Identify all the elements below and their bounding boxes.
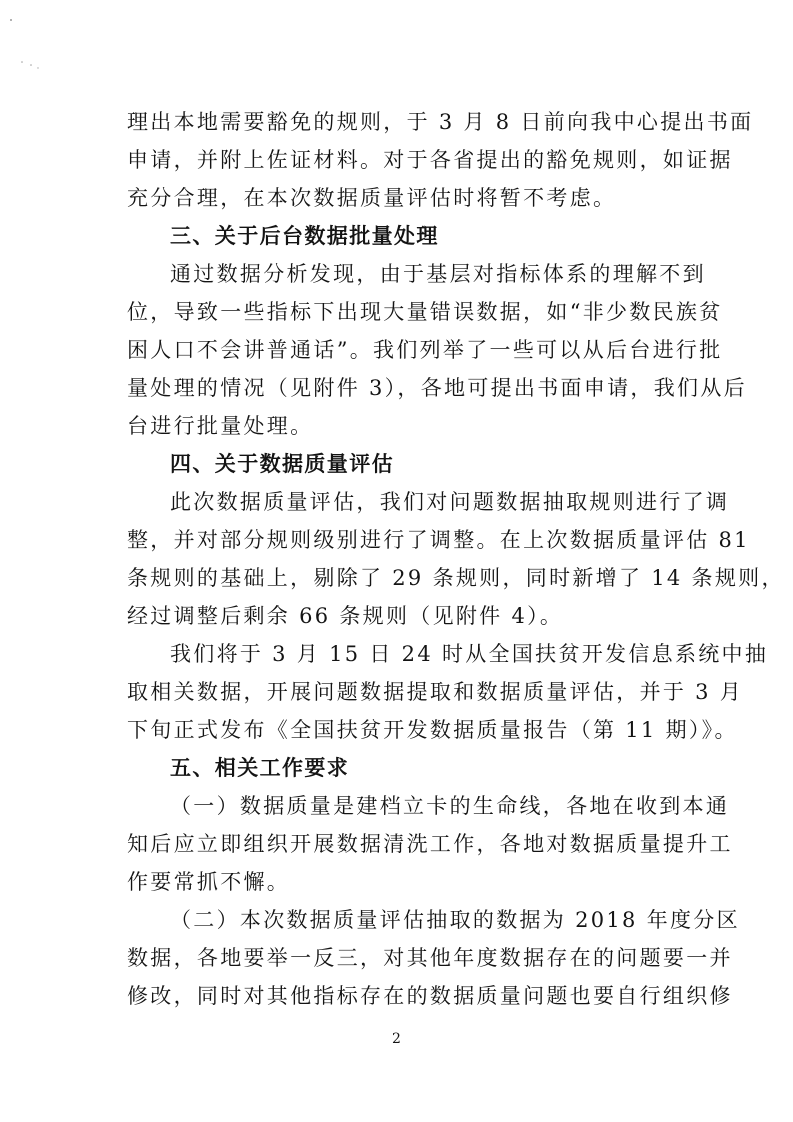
body-line: 取相关数据，开展问题数据提取和数据质量评估，并于 3 月 [127, 680, 744, 704]
body-line: 此次数据质量评估，我们对问题数据抽取规则进行了调 [170, 490, 730, 514]
section-heading: 五、相关工作要求 [170, 756, 350, 780]
body-line: 困人口不会讲普通话”。我们列举了一些可以从后台进行批 [127, 338, 723, 362]
body-line: 充分合理，在本次数据质量评估时将暂不考虑。 [127, 186, 617, 210]
body-line: （一）数据质量是建档立卡的生命线，各地在收到本通 [170, 794, 730, 818]
section-heading: 三、关于后台数据批量处理 [170, 224, 439, 248]
body-line: 经过调整后剩余 66 条规则（见附件 4）。 [127, 604, 564, 628]
scan-specks [8, 18, 48, 78]
body-line: 申请，并附上佐证材料。对于各省提出的豁免规则，如证据 [127, 148, 733, 172]
body-line: 理出本地需要豁免的规则，于 3 月 8 日前向我中心提出书面 [127, 110, 754, 134]
body-line: 通过数据分析发现，由于基层对指标体系的理解不到 [170, 262, 706, 286]
body-line: 条规则的基础上，剔除了 29 条规则，同时新增了 14 条规则， [127, 566, 785, 590]
body-line: 数据，各地要举一反三，对其他年度数据存在的问题要一并 [127, 946, 733, 970]
page-number: 2 [392, 1031, 401, 1047]
body-line: 作要常抓不懈。 [127, 870, 291, 894]
body-line: 下旬正式发布《全国扶贫开发数据质量报告（第 11 期）》。 [127, 718, 738, 742]
body-line: 位，导致一些指标下出现大量错误数据，如“非少数民族贫 [127, 300, 723, 324]
section-heading: 四、关于数据质量评估 [170, 452, 394, 476]
body-line: 我们将于 3 月 15 日 24 时从全国扶贫开发信息系统中抽 [170, 642, 769, 666]
body-line: 量处理的情况（见附件 3），各地可提出书面申请，我们从后 [127, 376, 747, 400]
body-line: 知后应立即组织开展数据清洗工作，各地对数据质量提升工 [127, 832, 733, 856]
body-line: 整，并对部分规则级别进行了调整。在上次数据质量评估 81 [127, 528, 750, 552]
body-line: 修改，同时对其他指标存在的数据质量问题也要自行组织修 [127, 984, 733, 1008]
body-line: （二）本次数据质量评估抽取的数据为 2018 年度分区 [170, 908, 740, 932]
body-line: 台进行批量处理。 [127, 414, 314, 438]
